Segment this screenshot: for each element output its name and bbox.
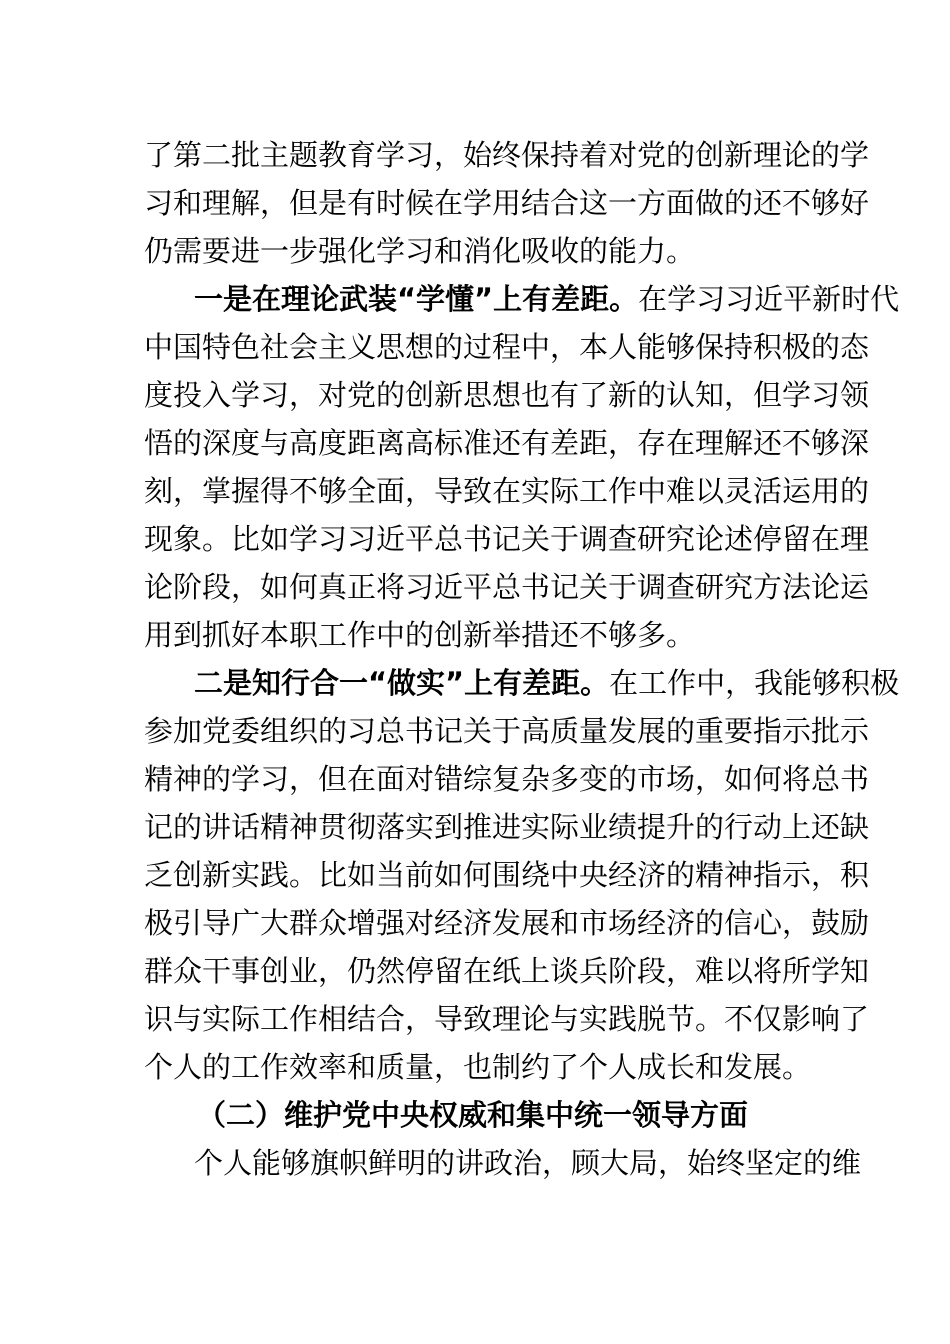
section-first-line: 个人能够旗帜鲜明的讲政治，顾大局，始终坚定的维 bbox=[194, 1146, 862, 1180]
point2-line: 记的讲话精神贯彻落实到推进实际业绩提升的行动上还缺 bbox=[144, 810, 870, 844]
point2-line: 识与实际工作相结合，导致理论与实践脱节。不仅影响了 bbox=[144, 1002, 870, 1036]
point1-line: 现象。比如学习习近平总书记关于调查研究论述停留在理 bbox=[144, 522, 870, 556]
point1-first-line-rest: 在学习习近平新时代 bbox=[638, 282, 900, 316]
point2-first-line bbox=[194, 659, 900, 707]
point2-line: 个人的工作效率和质量，也制约了个人成长和发展。 bbox=[144, 1050, 812, 1084]
point1-first-line bbox=[194, 275, 900, 323]
point1-line: 论阶段，如何真正将习近平总书记关于调查研究方法论运 bbox=[144, 570, 870, 604]
point2-line: 极引导广大群众增强对经济发展和市场经济的信心，鼓励 bbox=[144, 906, 870, 940]
point1-line: 度投入学习，对党的创新思想也有了新的认知，但学习领 bbox=[144, 378, 870, 412]
point2-bold-lead: 二是知行合一“做实”上有差距。 bbox=[194, 666, 610, 700]
point1-line: 用到抓好本职工作中的创新举措还不够多。 bbox=[144, 618, 696, 652]
point2-first-line-rest: 在工作中，我能够积极 bbox=[609, 666, 900, 700]
point1-line: 刻，掌握得不够全面，导致在实际工作中难以灵活运用的 bbox=[144, 474, 870, 508]
point2-line: 参加党委组织的习总书记关于高质量发展的重要指示批示 bbox=[144, 714, 870, 748]
point1-line: 中国特色社会主义思想的过程中，本人能够保持积极的态 bbox=[144, 330, 870, 364]
section-heading: （二）维护党中央权威和集中统一领导方面 bbox=[197, 1098, 749, 1132]
point1-line: 悟的深度与高度距离高标准还有差距，存在理解还不够深 bbox=[144, 426, 870, 460]
point2-line: 精神的学习，但在面对错综复杂多变的市场，如何将总书 bbox=[144, 762, 870, 796]
intro-line-3: 仍需要进一步强化学习和消化吸收的能力。 bbox=[144, 234, 696, 268]
point1-bold-lead: 一是在理论武装“学懂”上有差距。 bbox=[194, 282, 639, 316]
point2-line: 群众干事创业，仍然停留在纸上谈兵阶段，难以将所学知 bbox=[144, 954, 870, 988]
intro-line-1: 了第二批主题教育学习，始终保持着对党的创新理论的学 bbox=[144, 138, 870, 172]
point2-line: 乏创新实践。比如当前如何围绕中央经济的精神指示，积 bbox=[144, 858, 870, 892]
intro-line-2: 习和理解，但是有时候在学用结合这一方面做的还不够好 bbox=[144, 186, 870, 220]
